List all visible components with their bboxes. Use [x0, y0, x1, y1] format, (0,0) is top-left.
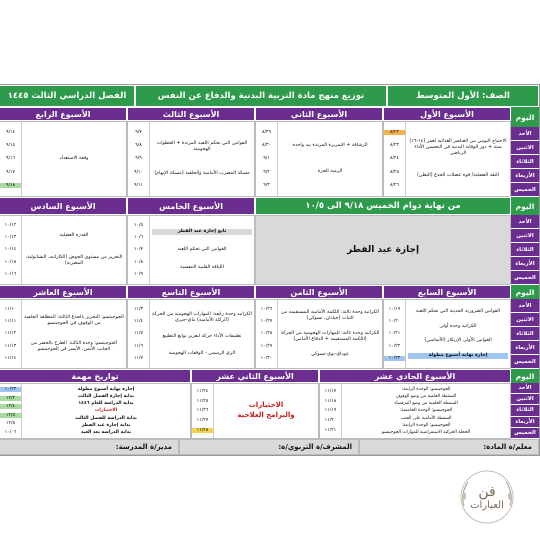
topic: الكراتيه وحدة ثالثة: للمهارات الهجومية من الحركة (اللكمة المستقيمة + الدفاع الأمامي)	[280, 331, 380, 342]
day-tuesday: الثلاثاء	[511, 327, 539, 341]
topic: القوانين التي تحكم اللعبة	[177, 246, 227, 252]
day-sunday: الأحد	[511, 383, 539, 394]
day-wednesday: الأربعاء	[511, 417, 539, 428]
week-5-dates	[128, 216, 150, 284]
date: ١١/٣	[134, 307, 143, 313]
eid-holiday-cell: إجازة عيد الفطر	[255, 215, 511, 285]
date: ٩/٢	[263, 169, 270, 175]
week-2-topics	[278, 122, 382, 196]
date: ١٠/٦	[134, 235, 143, 241]
date: ١٠/٥	[134, 223, 143, 229]
date: ١١/٥	[134, 331, 143, 337]
week-4-topics	[22, 122, 126, 196]
day-label: اليوم	[511, 285, 539, 299]
week-8-dates	[256, 300, 278, 368]
date: ٩/٣	[263, 182, 270, 188]
day-monday: الاثنين	[511, 229, 539, 243]
topic: الثقة العضلية/ قوة عضلات الجذع (البطن)	[417, 172, 499, 178]
date: ١٠/٠٦	[4, 429, 17, 435]
day-column-4	[511, 383, 539, 439]
brand-logo	[452, 466, 522, 528]
date: ١١/٢٠	[324, 418, 337, 424]
date: ١٠/٢٣	[0, 387, 21, 392]
date: ١٠/١٣	[4, 235, 17, 241]
week-5-body	[127, 215, 255, 285]
day-column-3	[511, 299, 539, 369]
date: ١٠/٢٧	[260, 319, 273, 325]
week-3-dates	[128, 122, 150, 196]
week-3-body	[127, 121, 255, 197]
week-11-topics	[342, 384, 510, 438]
week-9-dates	[128, 300, 150, 368]
date: ١١/٢٦	[196, 408, 209, 414]
topic: تطبيقات الأداء حركة لتعزيز توابع التطبيع	[162, 334, 242, 339]
date: ٩/٩	[135, 156, 142, 162]
date: ١١/١٤	[4, 355, 17, 361]
topic: السقطة الأمامية على الجنب	[400, 415, 452, 421]
date: ١١/١٧	[324, 388, 337, 394]
date: ١١/١٩	[324, 408, 337, 414]
day-sunday: الأحد	[511, 299, 539, 313]
day-wednesday: الأربعاء	[511, 169, 539, 183]
date: ٩/١٤	[6, 130, 15, 136]
date: ٨/٣٠	[262, 143, 271, 149]
date: ١١/١٨	[324, 398, 337, 404]
week-5-header: الأسبوع الخامس	[127, 197, 255, 215]
date: ١٠/٢١	[388, 331, 401, 337]
date: ١٠/٢٦	[260, 307, 273, 313]
event: بداية الدراسة للعام ١٤٤٦	[78, 401, 134, 407]
week-2-dates	[256, 122, 278, 196]
date: ١٢/٥	[0, 413, 21, 418]
week-3-topics	[150, 122, 254, 196]
date: ١١/٧	[134, 355, 143, 361]
week-7-header: الأسبوع السابع	[383, 285, 511, 299]
day-label: اليوم	[511, 107, 539, 127]
remedial-label: والبرامج العلاجية	[237, 411, 295, 419]
day-wednesday: الأربعاء	[511, 257, 539, 271]
week-11-dates	[320, 384, 342, 438]
week-2-body	[255, 121, 383, 197]
event: بداية الدراسة بعد العيد	[80, 429, 132, 435]
topic: الجوجيتسو: وحدة الثالثة: الطرح بالخصر من الجانب الأيمن، الأيسر في الجوجيتسو	[30, 341, 118, 352]
topic: الجوجيتسو: الوحدة الرابعة:	[401, 422, 451, 428]
topic: القوانين الأولى الإرتكاز (الأساسي)	[424, 338, 492, 344]
date: ١٠/٩	[134, 271, 143, 277]
date: ١٠/١٢	[4, 223, 17, 229]
week-9-body	[127, 299, 255, 369]
week-2-header: الأسبوع الثاني	[255, 107, 383, 121]
date: ٨/٢٩	[262, 130, 271, 136]
day-monday: الاثنين	[511, 141, 539, 155]
date: ٨/٢٤	[390, 156, 399, 162]
week-7-dates	[384, 300, 406, 368]
date: ١١/١٠	[4, 307, 17, 313]
date: ١٠/٢٣	[384, 356, 405, 361]
date: ٩/٧	[135, 130, 142, 136]
date: ١١/٦	[134, 343, 143, 349]
date: ٩/١٨	[0, 183, 21, 188]
date: ٨/٢٦	[390, 182, 399, 188]
date: ٩/٨	[135, 143, 142, 149]
topic: الجوجيتسو: الوحدة الخامسة:	[399, 408, 453, 414]
week-4-body	[0, 121, 127, 197]
day-tuesday: الثلاثاء	[511, 405, 539, 416]
topic: تابع إجازة عيد الفطر	[152, 229, 252, 235]
day-label: اليوم	[511, 197, 539, 215]
week-1-topics	[406, 122, 510, 196]
day-sunday: الأحد	[511, 127, 539, 141]
date: ٩/١٧	[6, 169, 15, 175]
date: ٨/٢٥	[390, 169, 399, 175]
topic: التحرير من مستوى الحوض (الكاراتيه، البشاتولية، المصرية)	[25, 255, 123, 266]
long-weekend-note: إجازة نهاية أسبوع مطولة	[408, 353, 508, 359]
date: ١١/١٣	[4, 343, 17, 349]
day-monday: الاثنين	[511, 313, 539, 327]
week-10-topics	[22, 300, 126, 368]
date: ٩/١١	[134, 182, 143, 188]
topic: الكراتيه وحدة ثالثة: اللكمة الأمامية المستقيمة من الثبات (جيادان، تسوكي)	[281, 310, 379, 321]
week-1-header: الأسبوع الأول	[383, 107, 511, 121]
day-column-2	[511, 215, 539, 285]
teacher-signature: معلم/ة المادة:	[359, 439, 539, 455]
week-6-topics	[22, 216, 126, 284]
week-6-dates	[0, 216, 22, 284]
day-tuesday: الثلاثاء	[511, 155, 539, 169]
topic: السقطة الخلفية من وضع الوقوف	[395, 394, 457, 400]
date: ٨/٢٣	[390, 143, 399, 149]
topic: الجوجيتسو: الوحدة الرابعة:	[401, 387, 451, 393]
week-8-topics	[278, 300, 382, 368]
day-thursday: الخميس	[511, 428, 539, 439]
date: ١١/٢٨	[192, 428, 213, 433]
topic: الكراتيه وحدة أولى	[439, 323, 477, 329]
topic: الرشاقة + التمريرة المرتدة بيد واحدة	[292, 143, 368, 148]
exams-label: الاختبارات	[248, 401, 284, 410]
curriculum-table	[0, 84, 540, 456]
date: ١٠/٣٠	[260, 355, 273, 361]
logo-line-1: فن	[478, 483, 496, 500]
topic: الاحتياج اليومي من العناصر الغذائية لعمر (١٤-١٦) سنة + دور الوقاية البدنية في التحسين الأداء الرياضي	[409, 139, 507, 156]
date: ١١/٢٧	[196, 418, 209, 424]
topic: وقفة الاستعداد	[59, 156, 89, 161]
week-6-body	[0, 215, 127, 285]
week-4-header: الأسبوع الرابع	[0, 107, 127, 121]
supervisor-signature: المشرف/ة التربوي/ة:	[179, 439, 359, 455]
week-9-header: الأسبوع التاسع	[127, 285, 255, 299]
topic: الكراتيه وحدة رابعة: المهارات الهجومية من الحركة (الركلة الأمامية) ماي-جيري	[152, 311, 252, 323]
topic: الجوجيتسو: التحرير بالجذع الثالثة: المطلقة الخلفية من الوقوف في الجوجيتسو	[24, 315, 124, 326]
term-header: الفصل الدراسي الثالث ١٤٤٥	[0, 85, 135, 107]
date: ١٢/٣	[0, 396, 21, 401]
important-dates-list	[22, 384, 190, 438]
week-4-dates	[0, 122, 22, 196]
date: ٩/١	[263, 156, 270, 162]
date: ١١/٤	[134, 319, 143, 325]
important-dates-header: تواريخ مهمة	[0, 369, 191, 383]
week-10-header: الأسبوع العاشر	[0, 285, 127, 299]
event: إجازة نهاية أسبوع مطولة	[77, 387, 135, 393]
event: الاختبارات	[94, 408, 118, 414]
topic: الزي الرسمي - الوقفات الهجومية	[168, 350, 236, 356]
week-8-body	[255, 299, 383, 369]
week-7-topics	[406, 300, 510, 368]
date: ١١/٢٤	[196, 388, 209, 394]
event: بداية الدراسة للفصل الثالث	[75, 415, 137, 421]
date: ١١/٢٥	[196, 398, 209, 404]
principal-signature: مدير/ة المدرسة:	[0, 439, 179, 455]
event: بداية إجازة الفصل الثالث	[78, 394, 134, 400]
date: ١٠/٧	[134, 247, 143, 253]
date: ١١/١١	[4, 319, 17, 325]
day-monday: الاثنين	[511, 394, 539, 405]
topic: الرمية الحرة	[317, 168, 343, 174]
week-9-topics	[150, 300, 254, 368]
week-5-topics	[150, 216, 254, 284]
topic: القوانين الضرورية الحديثة التي تحكم اللعبة	[415, 309, 501, 315]
week-8-header: الأسبوع الثامن	[255, 285, 383, 299]
week-12-dates	[192, 384, 214, 438]
date: ١٠/١٩	[388, 307, 401, 313]
date: ١٠/١٦	[4, 271, 17, 277]
date: ١٠/٢٠	[388, 319, 401, 325]
date: ١٢/٨	[6, 421, 15, 427]
eid-date-banner: من نهاية دوام الخميس ٩/١٨ الى ١٠/٥	[255, 197, 511, 215]
day-wednesday: الأربعاء	[511, 341, 539, 355]
topic: الحجلة الحركية الاستعراضية للمهارات الجوجيتسو	[381, 429, 471, 435]
date: ٩/١٠	[134, 169, 143, 175]
week-12-topics	[214, 384, 318, 438]
date: ٨/٢٢	[384, 130, 405, 135]
week-7-body	[383, 299, 511, 369]
topic: السقطة الخلفية من وضع القرفصاء	[394, 401, 458, 407]
week-1-dates	[384, 122, 406, 196]
week-6-header: الأسبوع السادس	[0, 197, 127, 215]
day-sunday: الأحد	[511, 215, 539, 229]
date: ١٠/٢٨	[260, 331, 273, 337]
date: ١١/٢١	[324, 428, 337, 434]
date: ١٠/١٥	[4, 259, 17, 265]
week-10-body	[0, 299, 127, 369]
important-dates-body	[0, 383, 191, 439]
date: ١٠/٢٩	[260, 343, 273, 349]
week-12-body	[191, 383, 319, 439]
week-3-header: الأسبوع الثالث	[127, 107, 255, 121]
date: ١٠/١٤	[4, 247, 17, 253]
week-11-body	[319, 383, 511, 439]
date: ١١/١٢	[4, 331, 17, 337]
important-dates-dates	[0, 384, 22, 438]
event: بداية إجازة عيد الفطر	[81, 422, 131, 428]
day-thursday: الخميس	[511, 355, 539, 369]
grade-header: الصف: الأول المتوسط	[387, 85, 539, 107]
logo-line-2: العبارات	[470, 499, 504, 511]
date: ٩/١٥	[6, 143, 15, 149]
day-label: اليوم	[511, 369, 539, 383]
topic: اللياقة القلبية التنفسية	[180, 264, 224, 270]
topic: القدرة العضلية	[59, 233, 89, 239]
day-tuesday: الثلاثاء	[511, 243, 539, 257]
page-title: توزيع منهج مادة التربية البدنية والدفاع عن النفس	[135, 85, 387, 107]
day-thursday: الخميس	[511, 183, 539, 197]
week-11-header: الأسبوع الحادي عشر	[319, 369, 511, 383]
week-12-header: الأسبوع الثاني عشر	[191, 369, 319, 383]
topic: عوداي-بوي-تسوكي	[311, 351, 349, 357]
day-thursday: الخميس	[511, 271, 539, 285]
date: ١٢/٤	[0, 404, 21, 409]
topic: مسكة المضرب الأمامية والخلفية (مسكة الإبهام)	[154, 171, 250, 176]
day-column-1	[511, 127, 539, 197]
date: ١٠/٨	[134, 259, 143, 265]
topic: القوانين التي تحكم اللعبة المرتدة + الخطوات الهجومية	[156, 141, 248, 152]
date: ١٠/٢٢	[388, 343, 401, 349]
date: ٩/١٦	[6, 156, 15, 162]
week-1-body	[383, 121, 511, 197]
week-10-dates	[0, 300, 22, 368]
